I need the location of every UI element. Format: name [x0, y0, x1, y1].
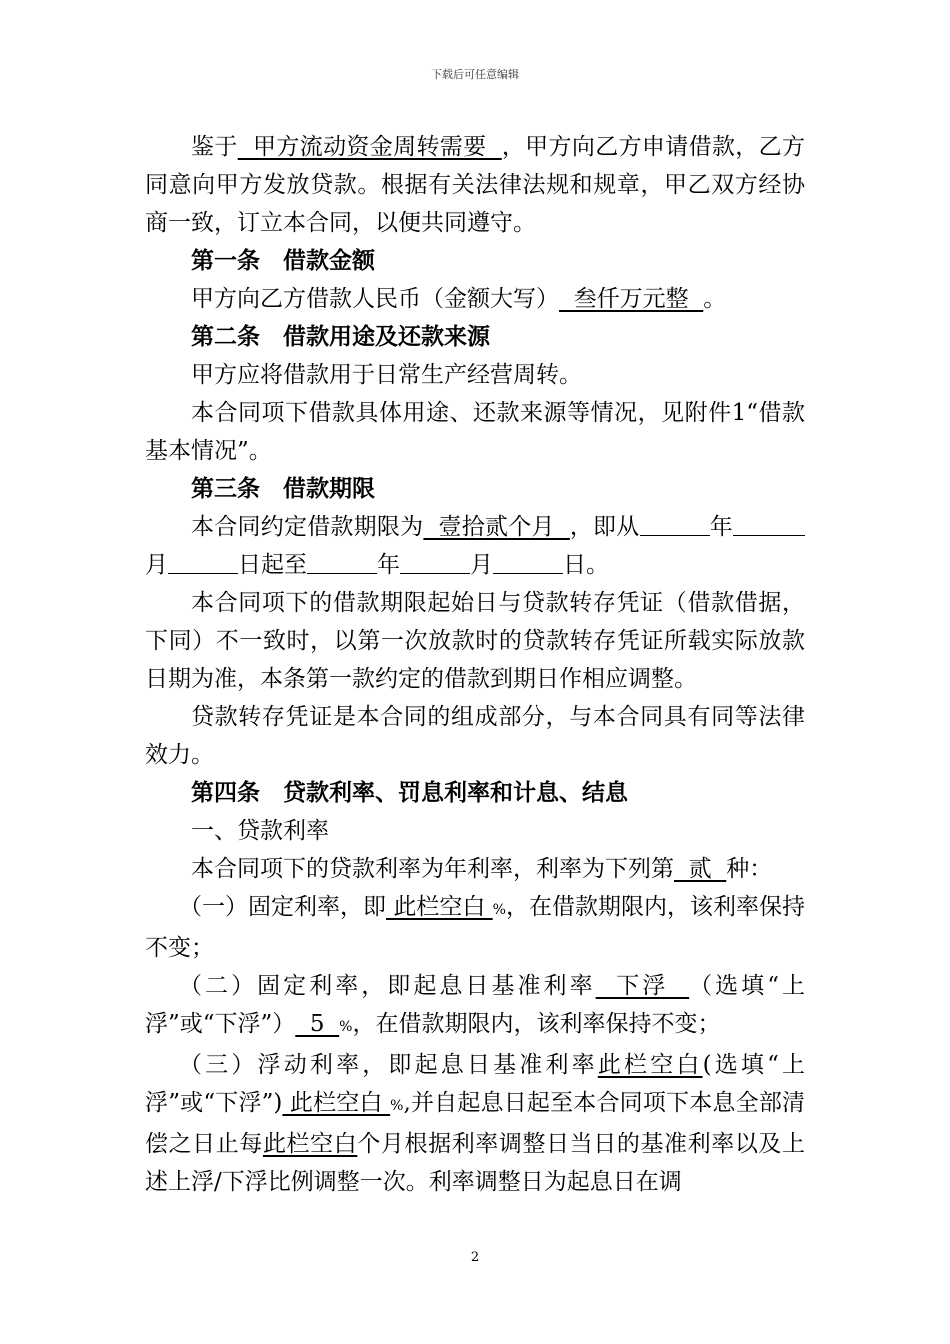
rate-choice-field: 贰 — [674, 856, 727, 882]
opt3-prefix: （三）浮动利率，即起息日基准利率 — [179, 1052, 598, 1078]
intro-rest: ，甲方向乙方申请借款，乙方同意向甲方发放贷款。根据有关法律法规和规章，甲乙双方经协商一致，订立本合同，以便共同遵守。 — [145, 134, 806, 236]
opt3-rest-2: 个月根据利率调整日当日的基准利率以及上述上浮/下浮比例调整一次。利率调整日为起息日在调 — [145, 1131, 806, 1195]
art1-suffix: 。 — [703, 286, 727, 312]
intro-paragraph — [145, 128, 805, 242]
article-1-body — [145, 280, 805, 318]
opt2-percent: % — [339, 1019, 353, 1035]
article-1-title: 第一条 借款金额 — [191, 247, 375, 274]
end-year-blank — [307, 551, 377, 574]
article-4-title: 第四条 贷款利率、罚息利率和计息、结息 — [191, 779, 628, 806]
article-2-para-2: 本合同项下借款具体用途、还款来源等情况，见附件1“借款基本情况”。 — [145, 400, 805, 464]
start-day-blank — [168, 551, 238, 574]
page-header: 下载后可任意编辑 — [431, 68, 519, 81]
article-3-para-3: 贷款转存凭证是本合同的组成部分，与本合同具有同等法律效力。 — [145, 704, 805, 768]
opt3-percent: % — [390, 1098, 404, 1114]
opt3-rest-1: ,并自起息日起至本合同项下本息全部清偿之日止每 — [145, 1090, 806, 1157]
end-day-blank — [493, 551, 563, 574]
opt3-months-field: 此栏空白 — [262, 1131, 358, 1157]
rate-choice-paragraph — [145, 850, 805, 888]
end-day-label: 日 — [563, 552, 586, 578]
start-year-blank — [640, 513, 710, 536]
art3-from: ，即从 — [569, 514, 640, 540]
end-month-label: 月 — [470, 552, 493, 578]
opt2-value-field: 5 — [295, 1011, 340, 1037]
intro-prefix: 鉴于 — [191, 134, 238, 160]
art3-to: 日起至 — [238, 552, 307, 578]
rate-option-2 — [145, 967, 805, 1046]
end-month-blank — [400, 551, 470, 574]
opt2-suffix: ，在借款期限内，该利率保持不变； — [352, 1011, 721, 1037]
intro-reason-field: 甲方流动资金周转需要 — [237, 134, 502, 160]
opt2-mid: （选填“上浮”或“下浮”） — [145, 973, 806, 1037]
article-3-para-2: 本合同项下的借款期限起始日与贷款转存凭证（借款借据，下同）不一致时，以第一次放款时的贷款转存凭证所载实际放款日期为准，本条第一款约定的借款到期日作相应调整。 — [145, 590, 805, 692]
opt2-direction-field: 下浮 — [595, 973, 690, 999]
opt3-direction-field: 此栏空白 — [597, 1052, 703, 1078]
opt1-value-field: 此栏空白 — [386, 894, 493, 920]
rate-choice-prefix: 本合同项下的贷款利率为年利率，利率为下列第 — [191, 856, 674, 882]
art3-end: 。 — [586, 552, 609, 578]
loan-amount-field: 叁仟万元整 — [559, 286, 704, 312]
opt1-percent: % — [492, 902, 506, 918]
opt3-mid: (选填“上浮”或“下浮”) — [145, 1052, 806, 1116]
start-month-blank-b — [757, 513, 805, 536]
article-3-para-1 — [145, 508, 805, 584]
document-body — [145, 128, 805, 1201]
start-year-label: 年 — [709, 514, 734, 540]
rate-choice-suffix: 种： — [726, 856, 773, 882]
start-month-label: 月 — [145, 552, 168, 578]
opt3-value-field: 此栏空白 — [282, 1090, 391, 1116]
opt2-prefix: （二）固定利率，即起息日基准利率 — [179, 973, 596, 999]
rate-option-1 — [145, 888, 805, 967]
art1-prefix: 甲方向乙方借款人民币（金额大写） — [191, 286, 559, 312]
end-year-label: 年 — [377, 552, 400, 578]
article-4-sub-1: 一、贷款利率 — [191, 818, 329, 844]
article-2-title: 第二条 借款用途及还款来源 — [191, 323, 490, 350]
article-2-para-1: 甲方应将借款用于日常生产经营周转。 — [191, 362, 582, 388]
page-number: 2 — [470, 1250, 480, 1265]
art3-prefix: 本合同约定借款期限为 — [191, 514, 424, 540]
loan-term-field: 壹拾贰个月 — [423, 514, 570, 540]
rate-option-3 — [145, 1046, 805, 1201]
article-3-title: 第三条 借款期限 — [191, 475, 375, 502]
start-month-blank-a — [733, 513, 757, 536]
opt1-prefix: （一）固定利率，即 — [179, 894, 387, 920]
opt1-suffix: ，在借款期限内，该利率保持不变； — [145, 894, 806, 961]
